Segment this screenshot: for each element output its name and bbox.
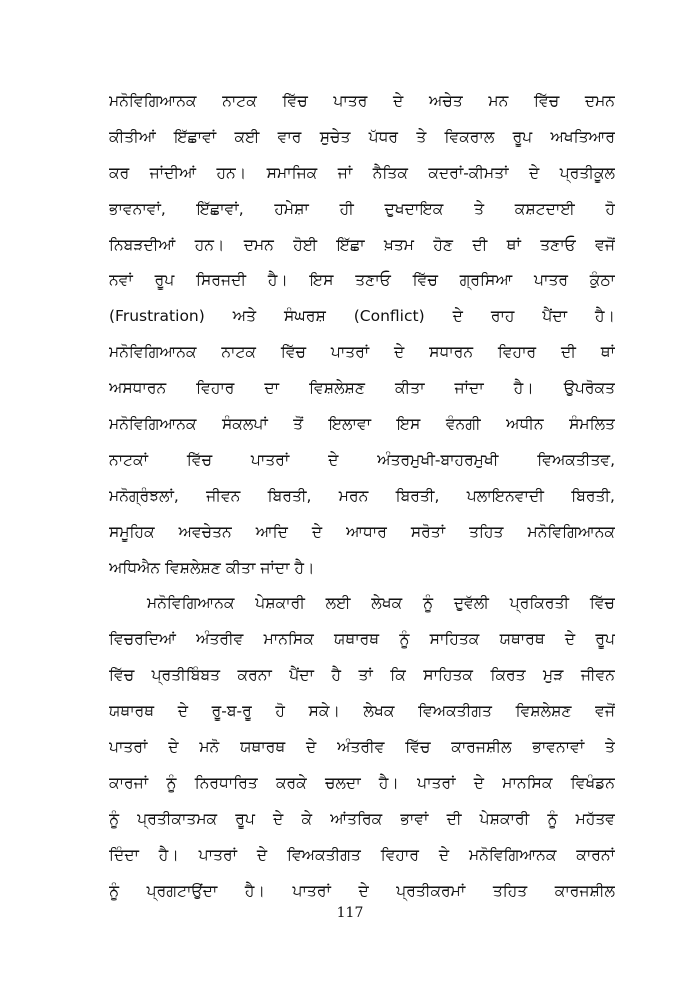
text-line: ਮਨੋਵਿਗਿਆਨਕ ਪੇਸ਼ਕਾਰੀ ਲਈ ਲੇਖਕ ਨੂੰ ਦੁਵੱਲੀ ਪ੍ਰਕਿਰਤੀ ਵਿੱਚ [147,594,615,613]
paragraph [109,586,615,909]
text-line: ਸਮੂਹਿਕ ਅਵਚੇਤਨ ਆਦਿ ਦੇ ਆਧਾਰ ਸਰੋਤਾਂ ਤਹਿਤ ਮਨੋਵਿਗਿਆਨਕ [109,522,615,541]
paragraph [109,84,615,586]
text-line: ਯਥਾਰਥ ਦੇ ਰੂ-ਬ-ਰੂ ਹੋ ਸਕੇ। ਲੇਖਕ ਵਿਅਕਤੀਗਤ ਵਿਸ਼ਲੇਸ਼ਣ ਵਜੋਂ [109,702,615,721]
text-line: ਨਾਟਕਾਂ ਵਿੱਚ ਪਾਤਰਾਂ ਦੇ ਅੰਤਰਮੁਖੀ-ਬਾਹਰਮੁਖੀ ਵਿਅਕਤੀਤਵ, [109,450,615,469]
text-line: ਪਾਤਰਾਂ ਦੇ ਮਨੋ ਯਥਾਰਥ ਦੇ ਅੰਤਰੀਵ ਵਿੱਚ ਕਾਰਜਸ਼ੀਲ ਭਾਵਨਾਵਾਂ ਤੇ [109,738,615,757]
text-line: ਦਿੰਦਾ ਹੈ। ਪਾਤਰਾਂ ਦੇ ਵਿਅਕਤੀਗਤ ਵਿਹਾਰ ਦੇ ਮਨੋਵਿਗਿਆਨਕ ਕਾਰਨਾਂ [109,845,615,864]
text-line: ਮਨੋਵਿਗਿਆਨਕ ਨਾਟਕ ਵਿੱਚ ਪਾਤਰ ਦੇ ਅਚੇਤ ਮਨ ਵਿੱਚ ਦਮਨ [109,92,615,110]
text-line: ਕਾਰਜਾਂ ਨੂੰ ਨਿਰਧਾਰਿਤ ਕਰਕੇ ਚਲਦਾ ਹੈ। ਪਾਤਰਾਂ ਦੇ ਮਾਨਸਿਕ ਵਿਖੰਡਨ [109,773,615,792]
text-line: ਮਨੋਗ੍ਰੰਝਲਾਂ, ਜੀਵਨ ਬਿਰਤੀ, ਮਰਨ ਬਿਰਤੀ, ਪਲਾਇਨਵਾਦੀ ਬਿਰਤੀ, [109,486,615,505]
text-line: ਕੀਤੀਆਂ ਇੱਛਾਵਾਂ ਕਈ ਵਾਰ ਸੁਚੇਤ ਪੱਧਰ ਤੇ ਵਿਕਰਾਲ ਰੂਪ ਅਖਤਿਆਰ [109,127,615,146]
text-line: ਵਿਚਰਦਿਆਂ ਅੰਤਰੀਵ ਮਾਨਸਿਕ ਯਥਾਰਥ ਨੂੰ ਸਾਹਿਤਕ ਯਥਾਰਥ ਦੇ ਰੂਪ [109,630,615,649]
text-line: ਅਧਿਐਨ ਵਿਸ਼ਲੇਸ਼ਣ ਕੀਤਾ ਜਾਂਦਾ ਹੈ। [109,558,315,577]
text-line: ਮਨੋਵਿਗਿਆਨਕ ਨਾਟਕ ਵਿੱਚ ਪਾਤਰਾਂ ਦੇ ਸਧਾਰਨ ਵਿਹਾਰ ਦੀ ਥਾਂ [109,343,615,362]
text-line: ਕਰ ਜਾਂਦੀਆਂ ਹਨ। ਸਮਾਜਿਕ ਜਾਂ ਨੈਤਿਕ ਕਦਰਾਂ-ਕੀਮਤਾਂ ਦੇ ਪ੍ਰਤੀਕੂਲ [109,163,615,182]
body-text [109,84,615,909]
text-line: (Frustration) ਅਤੇ ਸੰਘਰਸ਼ (Conflict) ਦੇ ਰਾਹ ਪੈਂਦਾ ਹੈ। [109,307,615,326]
text-line: ਅਸਧਾਰਨ ਵਿਹਾਰ ਦਾ ਵਿਸ਼ਲੇਸ਼ਣ ਕੀਤਾ ਜਾਂਦਾ ਹੈ। ਉਪਰੋਕਤ [109,379,615,398]
text-line: ਨੂੰ ਪ੍ਰਗਟਾਉਂਦਾ ਹੈ। ਪਾਤਰਾਂ ਦੇ ਪ੍ਰਤੀਕਰਮਾਂ ਤਹਿਤ ਕਾਰਜਸ਼ੀਲ [109,881,615,900]
text-line: ਨੂੰ ਪ੍ਰਤੀਕਾਤਮਕ ਰੂਪ ਦੇ ਕੇ ਆਂਤਰਿਕ ਭਾਵਾਂ ਦੀ ਪੇਸ਼ਕਾਰੀ ਨੂੰ ਮਹੱਤਵ [109,809,615,828]
text-line: ਮਨੋਵਿਗਿਆਨਕ ਸੰਕਲਪਾਂ ਤੋਂ ਇਲਾਵਾ ਇਸ ਵੰਨਗੀ ਅਧੀਨ ਸੰਮਲਿਤ [109,415,615,434]
page-number: 117 [336,905,364,921]
text-line: ਨਿਬੜਦੀਆਂ ਹਨ। ਦਮਨ ਹੋਈ ਇੱਛਾ ਖ਼ਤਮ ਹੋਣ ਦੀ ਥਾਂ ਤਣਾਓ ਵਜੋਂ [109,235,615,254]
text-line: ਵਿੱਚ ਪ੍ਰਤੀਬਿੰਬਤ ਕਰਨਾ ਪੈਂਦਾ ਹੈ ਤਾਂ ਕਿ ਸਾਹਿਤਕ ਕਿਰਤ ਮੁੜ ਜੀਵਨ [109,666,615,685]
text-line: ਭਾਵਨਾਵਾਂ, ਇੱਛਾਵਾਂ, ਹਮੇਸ਼ਾ ਹੀ ਦੁਖਦਾਇਕ ਤੇ ਕਸ਼ਟਦਾਈ ਹੋ [109,199,615,218]
text-line: ਨਵਾਂ ਰੂਪ ਸਿਰਜਦੀ ਹੈ। ਇਸ ਤਣਾਓ ਵਿੱਚ ਗ੍ਰਸਿਆ ਪਾਤਰ ਕੁੰਠਾ [109,271,615,290]
